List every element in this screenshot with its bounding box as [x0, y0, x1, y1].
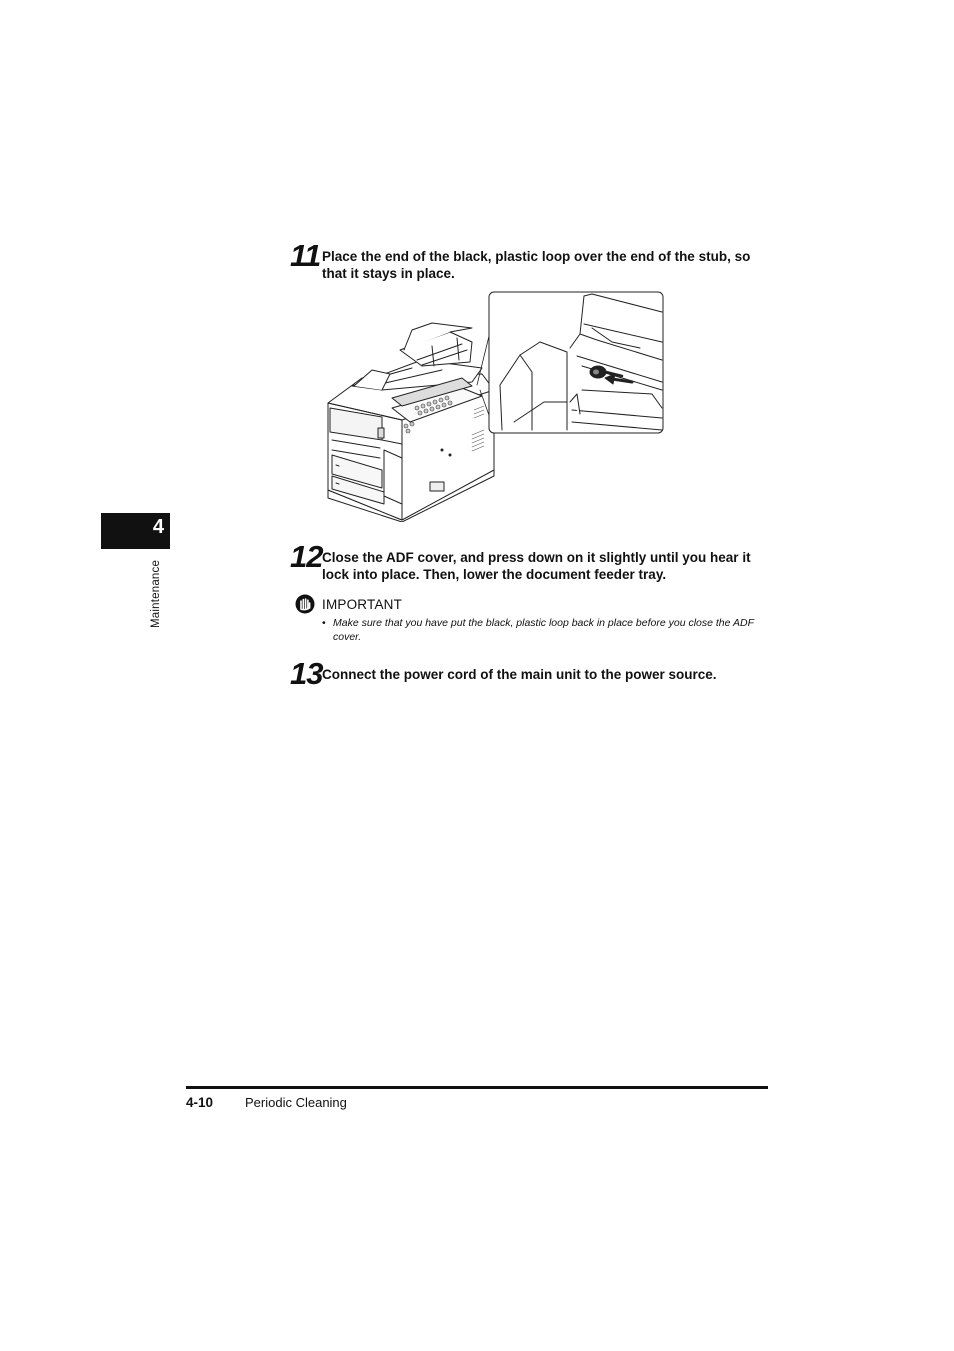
chapter-label: Maintenance	[150, 559, 162, 628]
important-title: IMPORTANT	[322, 597, 403, 612]
step-number: 13	[290, 656, 323, 691]
note-text: Make sure that you have put the black, plastic loop back in place before you close the ADF cover.	[333, 617, 754, 643]
note-bullet: •	[322, 617, 326, 629]
footer-section-title: Periodic Cleaning	[245, 1095, 347, 1110]
footer-rule	[186, 1086, 768, 1089]
step-number: 12	[290, 539, 323, 574]
machine-illustration	[322, 290, 667, 522]
chapter-number: 4	[152, 516, 164, 538]
important-note	[322, 617, 762, 644]
page-number: 4-10	[186, 1095, 214, 1110]
chapter-tab	[101, 513, 170, 549]
step-text: Place the end of the black, plastic loop over the end of the stub, so that it stays in place.	[322, 249, 751, 281]
step-text: Connect the power cord of the main unit to the power source.	[322, 667, 717, 682]
step-text: Close the ADF cover, and press down on it slightly until you hear it lock into place. Then, lower the document feeder tray.	[322, 550, 751, 582]
hand-stop-icon	[295, 594, 315, 614]
step-number: 11	[290, 238, 321, 273]
